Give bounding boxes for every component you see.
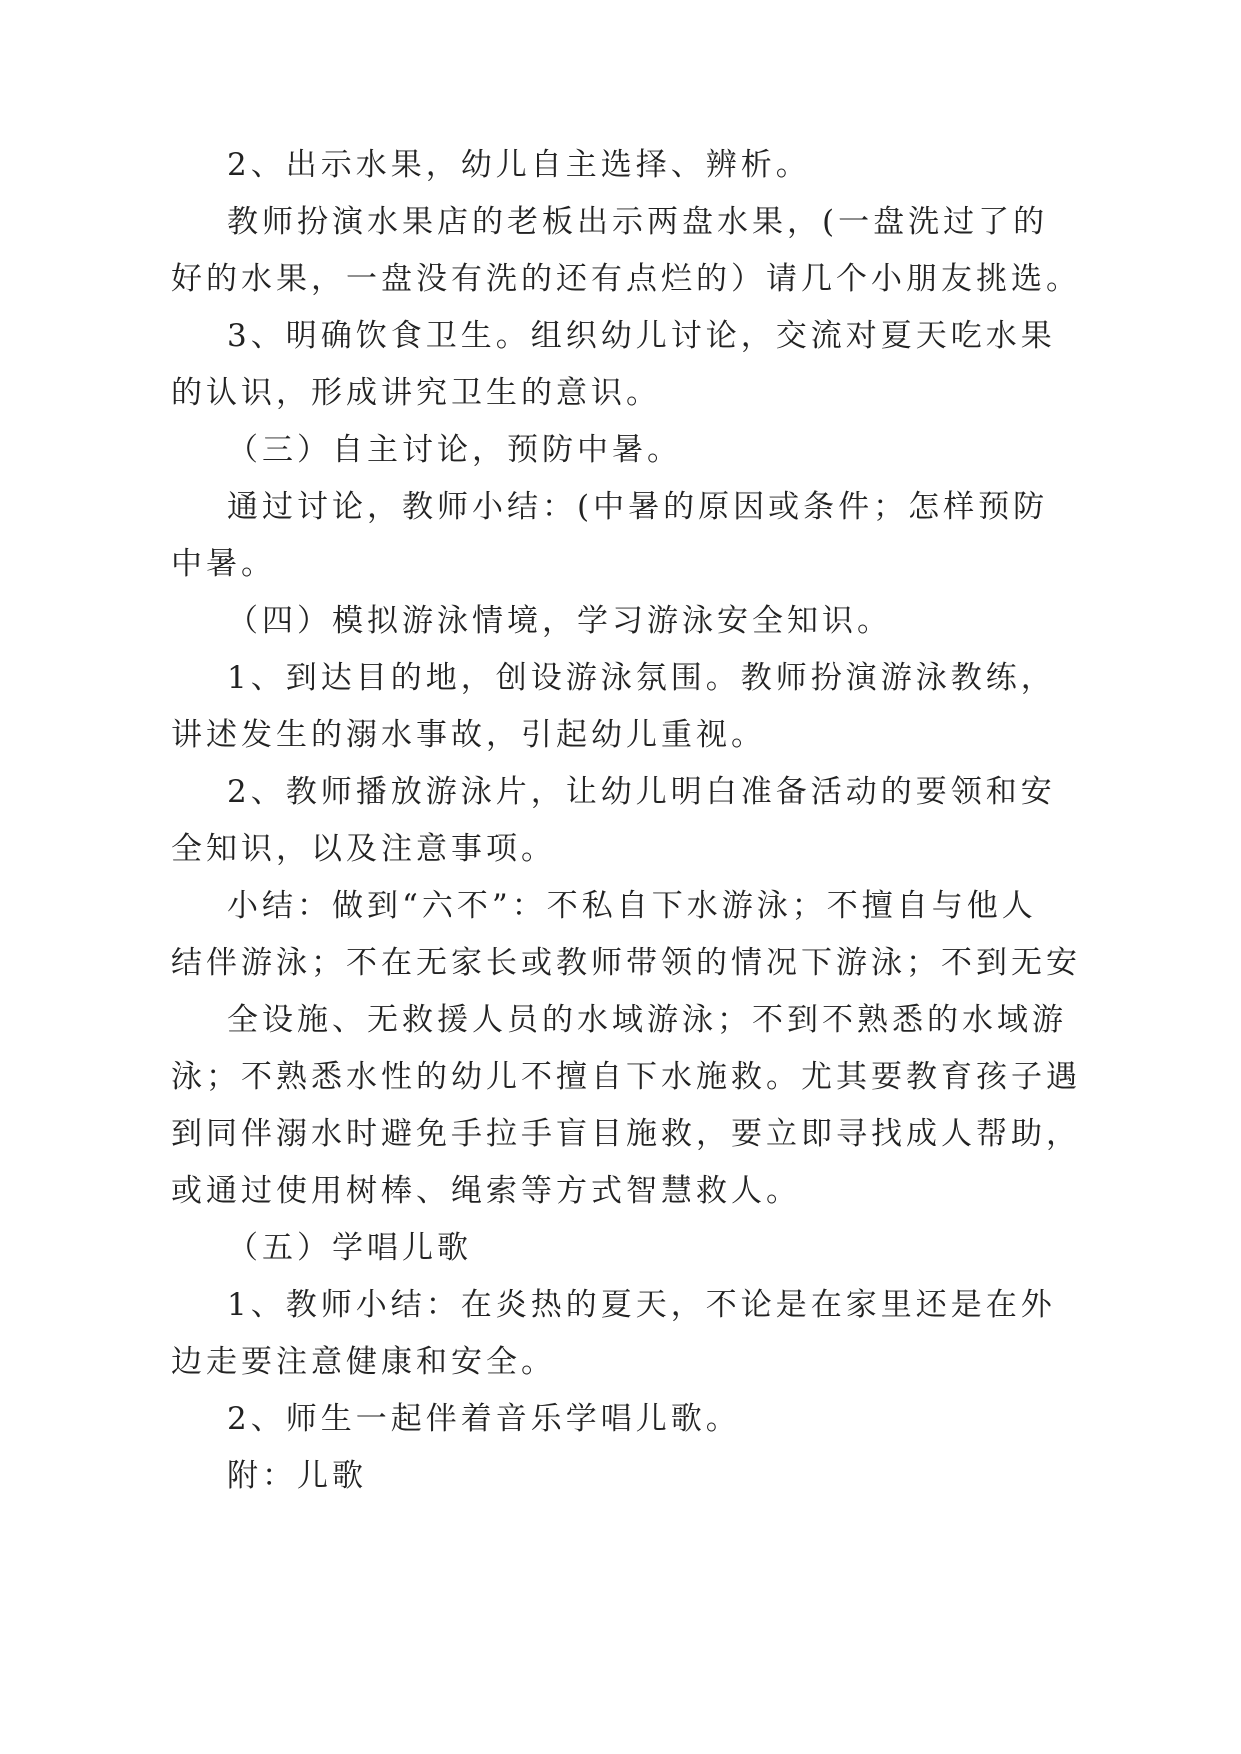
text-line: 泳；不熟悉水性的幼儿不擅自下水施救。尤其要教育孩子遇 (171, 1059, 1081, 1095)
text-line: 3、明确饮食卫生。组织幼儿讨论，交流对夏天吃水果 (227, 318, 1056, 354)
text-line: 边走要注意健康和安全。 (171, 1344, 556, 1380)
text-line: 2、教师播放游泳片，让幼儿明白准备活动的要领和安 (227, 774, 1056, 810)
text-line: 教师扮演水果店的老板出示两盘水果，(一盘洗过了的 (227, 204, 1049, 240)
text-line: 结伴游泳；不在无家长或教师带领的情况下游泳；不到无安 (171, 945, 1081, 981)
section-heading: （四）模拟游泳情境，学习游泳安全知识。 (227, 603, 892, 639)
text-line: 小结：做到“六不”：不私自下水游泳；不擅自与他人 (227, 888, 1037, 924)
text-line: 2、师生一起伴着音乐学唱儿歌。 (227, 1401, 741, 1437)
text-line: 全设施、无救援人员的水域游泳；不到不熟悉的水域游 (227, 1002, 1067, 1038)
text-line: 附：儿歌 (227, 1458, 367, 1494)
text-line: 中暑。 (171, 546, 276, 582)
text-line: 的认识，形成讲究卫生的意识。 (171, 375, 661, 411)
text-line: 到同伴溺水时避免手拉手盲目施救，要立即寻找成人帮助， (171, 1116, 1081, 1152)
text-line: 讲述发生的溺水事故，引起幼儿重视。 (171, 717, 766, 753)
text-line: 1、教师小结：在炎热的夏天，不论是在家里还是在外 (227, 1287, 1056, 1323)
text-line: 1、到达目的地，创设游泳氛围。教师扮演游泳教练， (227, 660, 1056, 696)
text-line: 2、出示水果，幼儿自主选择、辨析。 (227, 147, 811, 183)
text-line: 全知识，以及注意事项。 (171, 831, 556, 867)
section-heading: （五）学唱儿歌 (227, 1230, 472, 1266)
section-heading: （三）自主讨论，预防中暑。 (227, 432, 682, 468)
text-line: 通过讨论，教师小结：(中暑的原因或条件；怎样预防 (227, 489, 1049, 525)
text-line: 好的水果，一盘没有洗的还有点烂的）请几个小朋友挑选。 (171, 261, 1081, 297)
text-line: 或通过使用树棒、绳索等方式智慧救人。 (171, 1173, 801, 1209)
